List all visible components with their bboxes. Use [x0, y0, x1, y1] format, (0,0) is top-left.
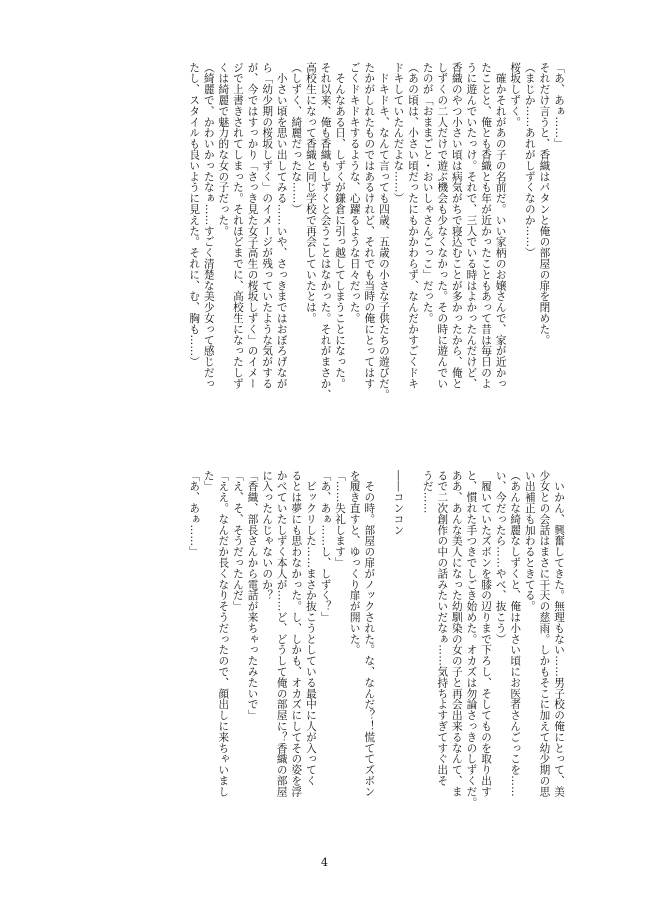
text-line: 小さい頃を思い出してみる……いや、さっきまではおぼろげなが — [275, 62, 288, 389]
text-line: うだ…… — [421, 470, 434, 514]
text-line: （しずく、綺麗だったな……） — [290, 62, 303, 215]
text-line: そんなある日、しずくが鎌倉に引っ越してしまうことになった。 — [334, 62, 347, 389]
text-line — [405, 470, 420, 818]
text-line: たし、スタイルも良いように見えた。それに、む、胸も……） — [188, 62, 201, 368]
text-line: くは綺麗で魅力的な女の子だった。 — [217, 62, 230, 237]
text-line: たことと、俺とも香織とも年が近かったこともあって昔は毎日のよ — [480, 62, 493, 389]
text-line: 「あ、あぁ……」 — [188, 470, 201, 558]
text-line: るで二次創作の中の話みたいだなぁ……気持ちよすぎてすぐ出そ — [436, 470, 449, 787]
upper-text-block — [80, 62, 566, 410]
text-line: それ以来、俺も香織もしずくと会うことはなかった。それがまさか、 — [319, 62, 332, 400]
text-line: と、慣れた手つきでしごき始めた。オカズは勿論さっきのしずくだ。 — [465, 470, 478, 808]
text-line: た」 — [202, 470, 215, 492]
text-line: ドキしていたんだよな……） — [392, 62, 405, 204]
text-line: ドキドキ、なんて言っても四歳、五歳の小さな子供たちの遊びだ。 — [377, 62, 390, 400]
text-line: 桜坂しずく。 — [509, 62, 522, 128]
text-line: 高校生になって香織と同じ学校で再会していたとは。 — [304, 62, 317, 324]
text-line: （あの頃は、小さい頃だったにもかかわらず、なんだかすごくドキ — [407, 62, 420, 389]
text-line: それだけ言うと、香織はパタンと俺の部屋の扉を閉めた。 — [538, 62, 551, 346]
text-line: 「あ、あぁ……し、しずく？」 — [319, 470, 332, 623]
text-line: たかがしれたものではあるけれど、それでも当時の俺にとってはす — [363, 62, 376, 389]
text-line: ビックリした……まさか抜こうとしている最中に人が入ってく — [304, 470, 317, 787]
text-line: を履き直すと、ゆっくり扉が開いた。 — [348, 470, 361, 656]
text-line: ああ、あんな美人になった幼馴染の女の子と再会出来るなんて、ま — [450, 470, 463, 797]
text-line: るとは夢にも思わなかった。し、しかも、オカズにしてその姿を浮 — [290, 470, 303, 797]
text-line: しずくの二人だけで遊ぶ機会も少なくなかった。その時に遊んでい — [436, 62, 449, 389]
text-line: その時。部屋の扉がノックされた。な、なんだ？！慌ててズボン — [363, 470, 376, 797]
text-line: いかん、興奮してきた。無理もない……男子校の俺にとって、美 — [553, 470, 565, 797]
text-line: 履いていたズボンを膝の辺りまで下ろし、そしてものを取り出す — [480, 470, 493, 797]
text-line: たのが「おままごと・おいしゃさんごっこ」だった。 — [421, 62, 434, 324]
text-line: い、今だったら……やべ、抜こう） — [494, 470, 507, 645]
text-line: 「香織、部長さんから電話が来ちゃったみたいで」 — [246, 470, 259, 721]
text-line: 「……失礼します」 — [334, 470, 347, 569]
text-line: かべていたしずく本人が……ど、どうして俺の部屋に？香織の部屋 — [275, 470, 288, 797]
text-line: ごくドキドキするような、心躍るような日々だった。 — [348, 62, 361, 324]
text-line: 香織のやつ小さい頃は病気がちで寝込むことが多かったから、俺と — [450, 62, 463, 389]
text-line — [376, 470, 391, 818]
text-line: ジで上書きされてしまった。それほどまでに、高校生になったしず — [231, 62, 244, 389]
text-line: 確かそれがあの子の名前だ。いい家柄のお嬢さんで、家が近かっ — [494, 62, 507, 389]
text-line: 「え、そ、そうだったんだ」 — [231, 470, 244, 612]
text-line: い出補正も加わるときてる。 — [523, 470, 536, 612]
text-line: 「ええ。なんだか長くなりそうだったので、顔出しに来ちゃいまし — [217, 470, 230, 797]
text-line: （あんな綺麗なしずくと、俺は小さい頃にお医者さんごっこを…… — [509, 470, 522, 797]
text-line: ――コンコン — [392, 470, 405, 536]
page-number: 4 — [321, 856, 328, 869]
text-line: （綺麗で、かわいかったなぁ……すごく清楚な美少女って感じだっ — [202, 62, 215, 389]
text-line: 「あ、あぁ……」 — [553, 62, 565, 150]
text-line: （まじか……あれがしずくなのか……） — [523, 62, 536, 259]
text-line: 少女との会話はまさに干天の慈雨。しかもそこに加えて幼少期の思 — [538, 470, 551, 797]
lower-text-block — [80, 470, 566, 818]
text-line: に入ったんじゃないのか？ — [261, 470, 274, 601]
text-line: うに遊んでいたっけ。それで、三人でいる時はよかったんだけど、 — [465, 62, 478, 389]
text-line: ら「幼少期の桜坂しずく」のイメージが残っていたような気がする — [261, 62, 274, 389]
text-line: が、今ではすっかり「さっき見た女子高生の桜坂しずく」のイメー — [246, 62, 259, 389]
